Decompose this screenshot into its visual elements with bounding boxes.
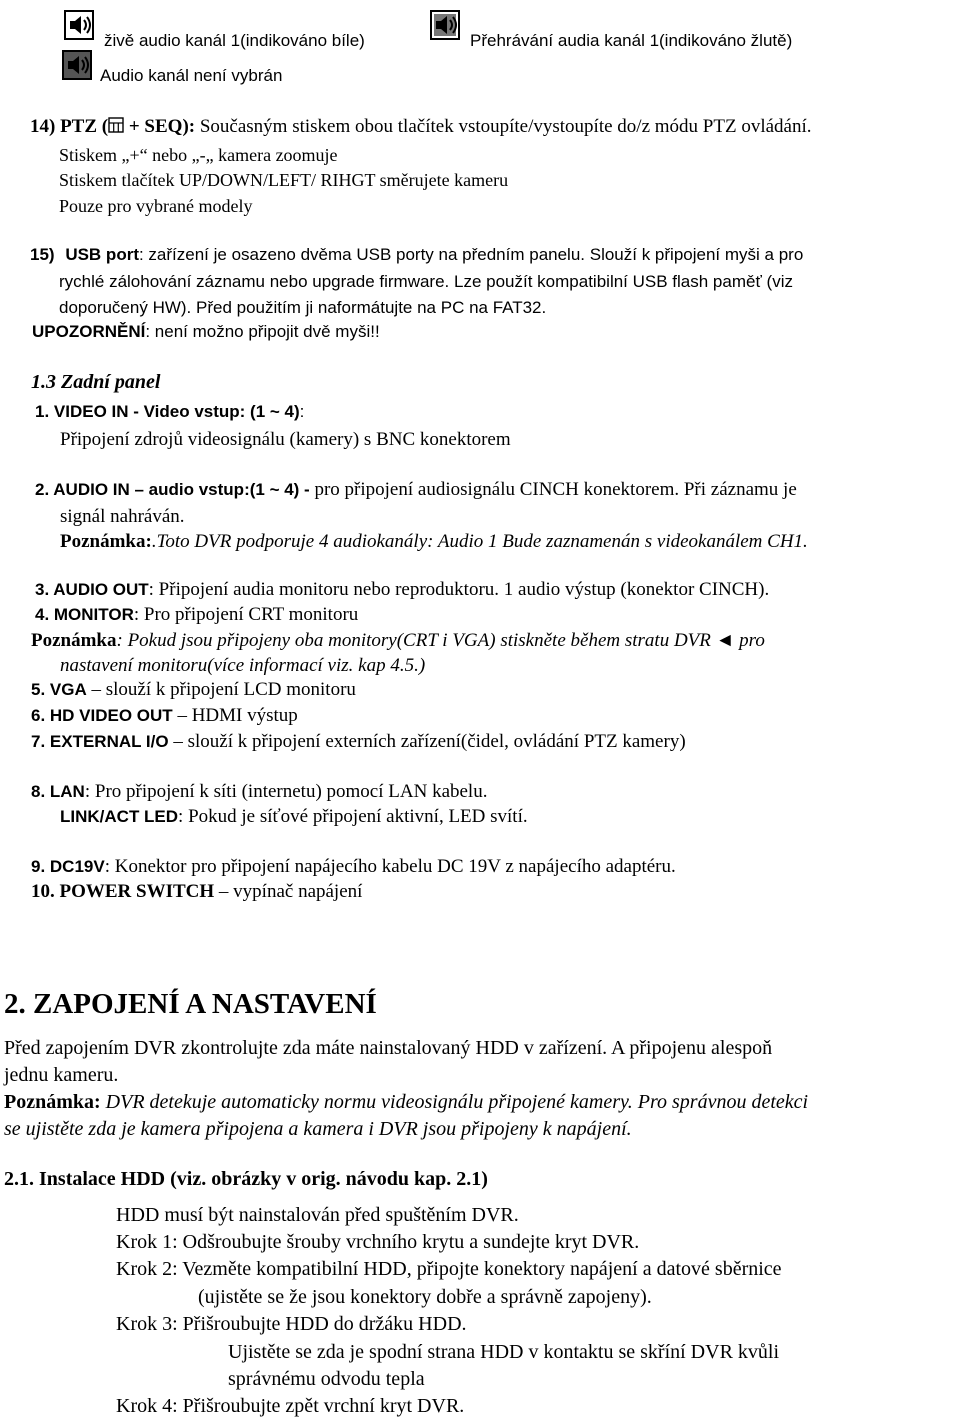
speaker-playback-icon	[430, 10, 460, 40]
speaker-off-icon	[62, 50, 92, 80]
monitor-note-text-2: nastavení monitoru(více informací viz. kap 4.5.)	[60, 655, 426, 676]
step-1: Krok 1: Odšroubujte šrouby vrchního krytu a sundejte kryt DVR.	[116, 1231, 640, 1253]
audio-in-label: 2. AUDIO IN – audio vstup:(1 ~ 4) -	[35, 480, 310, 499]
power-switch-line	[31, 880, 362, 903]
section2-note-text: DVR detekuje automaticky normu videosignálu připojené kamery. Pro správnou detekci	[100, 1091, 809, 1113]
step-4: Krok 4: Přišroubujte zpět vrchní kryt DVR.	[116, 1395, 465, 1417]
ptz-zoom-text: Stiskem „+“ nebo „-„ kamera zoomuje	[59, 145, 338, 165]
step-3-note-2: správnému odvodu tepla	[228, 1368, 425, 1390]
usb-warning-label: UPOZORNĚNÍ	[32, 322, 146, 341]
section2-paragraph-1: Před zapojením DVR zkontrolujte zda máte nainstalovaný HDD v zařízení. A připojenu alespoň	[4, 1037, 773, 1059]
section2-note-text-2: se ujistěte zda je kamera připojena a kamera i DVR jsou připojeny k napájení.	[4, 1118, 632, 1140]
section2-paragraph-1b: jednu kameru.	[4, 1064, 119, 1086]
usb-warning	[32, 320, 380, 343]
legend-none-text: Audio kanál není vybrán	[100, 66, 283, 85]
lan-label: 8. LAN	[31, 782, 85, 801]
ptz-line	[30, 115, 812, 138]
ptz-label-b: + SEQ):	[128, 116, 196, 137]
hd-video-out-text: – HDMI výstup	[172, 705, 298, 726]
step-2: Krok 2: Vezměte kompatibilní HDD, připojte konektory napájení a datové sběrnice	[116, 1258, 782, 1280]
audio-in-note-text: .Toto DVR podporuje 4 audiokanály: Audio 1 Bude zaznamenán s videokanálem CH1.	[151, 531, 808, 552]
usb-number: 15)	[30, 245, 55, 264]
monitor-line	[35, 603, 358, 626]
section2-note	[4, 1090, 808, 1114]
audio-in-note	[60, 530, 808, 553]
power-switch-text: – vypínač napájení	[214, 881, 363, 902]
power-switch-label: 10. POWER SWITCH	[31, 881, 215, 902]
video-in-label: 1. VIDEO IN - Video vstup: (1 ~ 4)	[35, 402, 300, 421]
link-act-line	[60, 805, 528, 828]
vga-label: 5. VGA	[31, 680, 87, 699]
hdd-requirement: HDD musí být nainstalován před spuštěním DVR.	[116, 1204, 519, 1226]
usb-text-1: : zařízení je osazeno dvěma USB porty na předním panelu. Slouží k připojení myši a pro	[138, 245, 804, 264]
monitor-note	[31, 629, 765, 652]
audio-out-line	[35, 578, 769, 601]
vga-text: – slouží k připojení LCD monitoru	[86, 679, 356, 700]
section2-heading: 2. ZAPOJENÍ A NASTAVENÍ	[4, 988, 377, 1020]
dc19v-text: : Konektor pro připojení napájecího kabelu DC 19V z napájecího adaptéru.	[104, 856, 676, 877]
ptz-models-text: Pouze pro vybrané modely	[59, 196, 253, 216]
video-in-text: Připojení zdrojů videosignálu (kamery) s BNC konektorem	[60, 429, 511, 450]
legend-playback-text: Přehrávání audia kanál 1(indikováno žlutě)	[470, 31, 793, 50]
hd-video-out-label: 6. HD VIDEO OUT	[31, 706, 173, 725]
rear-panel-heading: 1.3 Zadní panel	[31, 371, 161, 393]
ptz-label-a: PTZ (	[60, 116, 109, 137]
lan-text: : Pro připojení k síti (internetu) pomocí LAN kabelu.	[84, 781, 488, 802]
ptz-text: Současným stiskem obou tlačítek vstoupíte/vystoupíte do/z módu PTZ ovládání.	[199, 116, 812, 137]
audio-in-note-label: Poznámka:	[60, 531, 152, 552]
vga-line	[31, 678, 356, 701]
usb-line-1	[30, 243, 803, 266]
step-2-note: (ujistěte se že jsou konektory dobře a správně zapojeny).	[198, 1286, 652, 1308]
lan-line	[31, 780, 487, 803]
link-act-label: LINK/ACT LED	[60, 807, 179, 826]
ptz-direction-text: Stiskem tlačítek UP/DOWN/LEFT/ RIHGT směrujete kameru	[59, 170, 509, 190]
section2-note-label: Poznámka:	[4, 1091, 101, 1113]
speaker-on-icon	[64, 10, 94, 40]
usb-line-2	[59, 270, 793, 293]
link-act-text: : Pokud je síťové připojení aktivní, LED svítí.	[178, 806, 528, 827]
ptz-grid-icon	[108, 117, 124, 133]
external-io-text: – slouží k připojení externích zařízení(čidel, ovládání PTZ kamery)	[168, 731, 686, 752]
audio-in-line	[35, 478, 797, 501]
ptz-number: 14)	[30, 116, 56, 137]
external-io-line	[31, 730, 686, 753]
video-in-line	[35, 400, 304, 423]
dc19v-label: 9. DC19V	[31, 857, 105, 876]
audio-in-text: pro připojení audiosignálu CINCH konektorem. Při záznamu je	[314, 479, 797, 500]
step-3: Krok 3: Přišroubujte HDD do držáku HDD.	[116, 1313, 467, 1335]
usb-label: USB port	[65, 245, 139, 264]
usb-text-3: doporučený HW). Před použitím ji naformátujte na PC na FAT32.	[59, 298, 547, 317]
external-io-label: 7. EXTERNAL I/O	[31, 732, 169, 751]
hdd-install-heading: 2.1. Instalace HDD (viz. obrázky v orig. návodu kap. 2.1)	[4, 1168, 488, 1190]
audio-in-text-2: signál nahráván.	[60, 506, 185, 527]
usb-warning-text: : není možno připojit dvě myši!!	[145, 322, 380, 341]
usb-text-2: rychlé zálohování záznamu nebo upgrade firmware.	[59, 272, 450, 291]
monitor-label: 4. MONITOR	[35, 605, 134, 624]
step-3-note: Ujistěte se zda je spodní strana HDD v kontaktu se skříní DVR kvůli	[228, 1341, 780, 1363]
hd-video-out-line	[31, 704, 298, 727]
audio-out-label: 3. AUDIO OUT	[35, 580, 149, 599]
audio-out-text: : Připojení audia monitoru nebo reproduktoru. 1 audio výstup (konektor CINCH).	[148, 579, 770, 600]
monitor-note-label: Poznámka	[31, 630, 117, 651]
monitor-text: : Pro připojení CRT monitoru	[133, 604, 359, 625]
legend-live-text: živě audio kanál 1(indikováno bíle)	[104, 31, 365, 50]
monitor-note-text: : Pokud jsou připojeny oba monitory(CRT i VGA) stiskněte během stratu DVR ◄ pro	[116, 630, 765, 651]
dc19v-line	[31, 855, 676, 878]
usb-text-2b: Lze použít kompatibilní USB flash paměť (viz	[454, 272, 793, 291]
video-in-colon: :	[299, 402, 305, 421]
